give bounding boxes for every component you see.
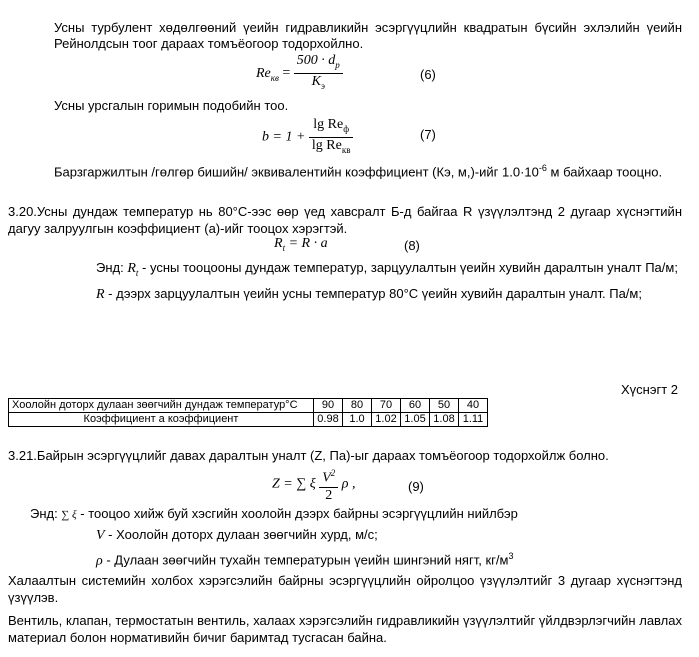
paragraph-flow-regime: Усны урсгалын горимын подобийн тоо. — [54, 98, 289, 113]
eq6-fraction: $\frac{500 \cdot d_р}{K_э}$ — [294, 53, 343, 94]
where2-line1: Энд: ∑ ξ - тооцоо хийж буй хэсгийн хоолойн дээрх байрны эсэргүүцлийн нийлбэр — [30, 506, 518, 521]
equation-8: $R_t = R \cdot a$ — [274, 236, 328, 253]
equation-7-number: (7) — [420, 127, 436, 142]
eq9-tail: ρ , — [341, 476, 356, 492]
table-cell: 60 — [401, 399, 430, 413]
eq6-lhs: $Re_{кв}$ — [256, 65, 279, 83]
table-cell: 80 — [343, 399, 372, 413]
table-2 — [8, 398, 488, 427]
equation-9 — [272, 465, 356, 504]
eq9-lhs: Z = ∑ ξ — [272, 476, 316, 492]
table-cell: 40 — [459, 399, 488, 413]
table-2-caption: Хүснэгт 2 — [621, 382, 679, 397]
equation-6-number: (6) — [420, 67, 436, 82]
paragraph-3-21: 3.21.Байрын эсэргүүцлийг давах даралтын уналт (Z, Па)-ыг дараах томъёогоор тодорхойлж болно. — [8, 448, 609, 463]
table-cell: Хоолойн доторх дулаан зөөгчийн дундаж температур°С — [9, 399, 314, 413]
where-block-1 — [96, 259, 682, 304]
table-row — [9, 399, 488, 413]
table-cell: 70 — [372, 399, 401, 413]
table-cell: 50 — [430, 399, 459, 413]
equation-7 — [262, 117, 353, 158]
equation-8-number: (8) — [404, 238, 420, 253]
where-block-2 — [30, 504, 682, 571]
where1-line2: R - дээрх зарцуулалтын үеийн усны температур 80°С үеийн хувийн даралтын уналт. Па/м; — [96, 285, 642, 302]
paragraph-roughness: Барзгаржилтын /гөлгөр бишийн/ эквивалентийн коэффициент (Кэ, м,)-ийг $1.0\cdot 10^{-6}$ м байхаар тооцно. — [54, 163, 663, 180]
table-cell: 90 — [314, 399, 343, 413]
paragraph-table-3-ref: Халаалтын системийн холбох хэрэгсэлийн байрны эсэргүүцлийн ойролцоо үзүүлэлтийг 3 дугаар хүснэгтэнд үзүүлэв. — [8, 573, 682, 605]
equation-6 — [256, 53, 343, 94]
paragraph-reynolds-intro: Усны турбулент хөдөлгөөний үеийн гидравликийн эсэргүүцлийн квадратын бүсийн эхлэлийн үеийн Рейнолдсын тоог дараах томъёогоор тодорхойлно. — [54, 20, 682, 51]
table-cell: 1.11 — [459, 413, 488, 427]
eq6-equals: = — [282, 65, 291, 81]
where2-line2: V - Хоолойн доторх дулаан зөөгчийн хурд, м/с; — [96, 527, 378, 543]
paragraph-valves: Вентиль, клапан, термостатын вентиль, халаах хэрэгсэлийн гидравликийн үзүүлэлтийг үйлдвэрлэгчийн лавлах материал болон нормативийн бичиг баримтад тусгасан байна. — [8, 613, 682, 645]
table-cell: 1.0 — [343, 413, 372, 427]
table-cell: 1.02 — [372, 413, 401, 427]
where1-line1: Энд: $R_t$ - усны тооцооны дундаж температур, зарцуулалтын үеийн хувийн даралтын уналт Па/м; — [96, 260, 678, 278]
table-cell: Коэффициент а коэффициент — [9, 413, 314, 427]
where2-line3: ρ - Дулаан зөөгчийн тухайн температурын үеийн шингэний нягт, $кг/м^3$ — [96, 551, 514, 569]
paragraph-3-20: 3.20.Усны дундаж температур нь 80°С-ээс өөр үед хавсралт Б-д байгаа R үзүүлэлтэнд 2 дугаар хүснэгтийн дагуу залруулгын коэффициент (а)-ийг тооцох хэрэгтэй. — [8, 204, 682, 236]
eq7-fraction: $\frac{\lg Re_ф}{\lg Re_{кв}}$ — [309, 117, 354, 158]
eq7-lhs: b = 1 + — [262, 129, 306, 145]
table-cell: 1.08 — [430, 413, 459, 427]
table-cell: 1.05 — [401, 413, 430, 427]
table-row — [9, 413, 488, 427]
equation-9-number: (9) — [408, 479, 424, 494]
eq9-fraction: $\frac{V^2}{2}$ — [319, 465, 338, 504]
table-cell: 0.98 — [314, 413, 343, 427]
